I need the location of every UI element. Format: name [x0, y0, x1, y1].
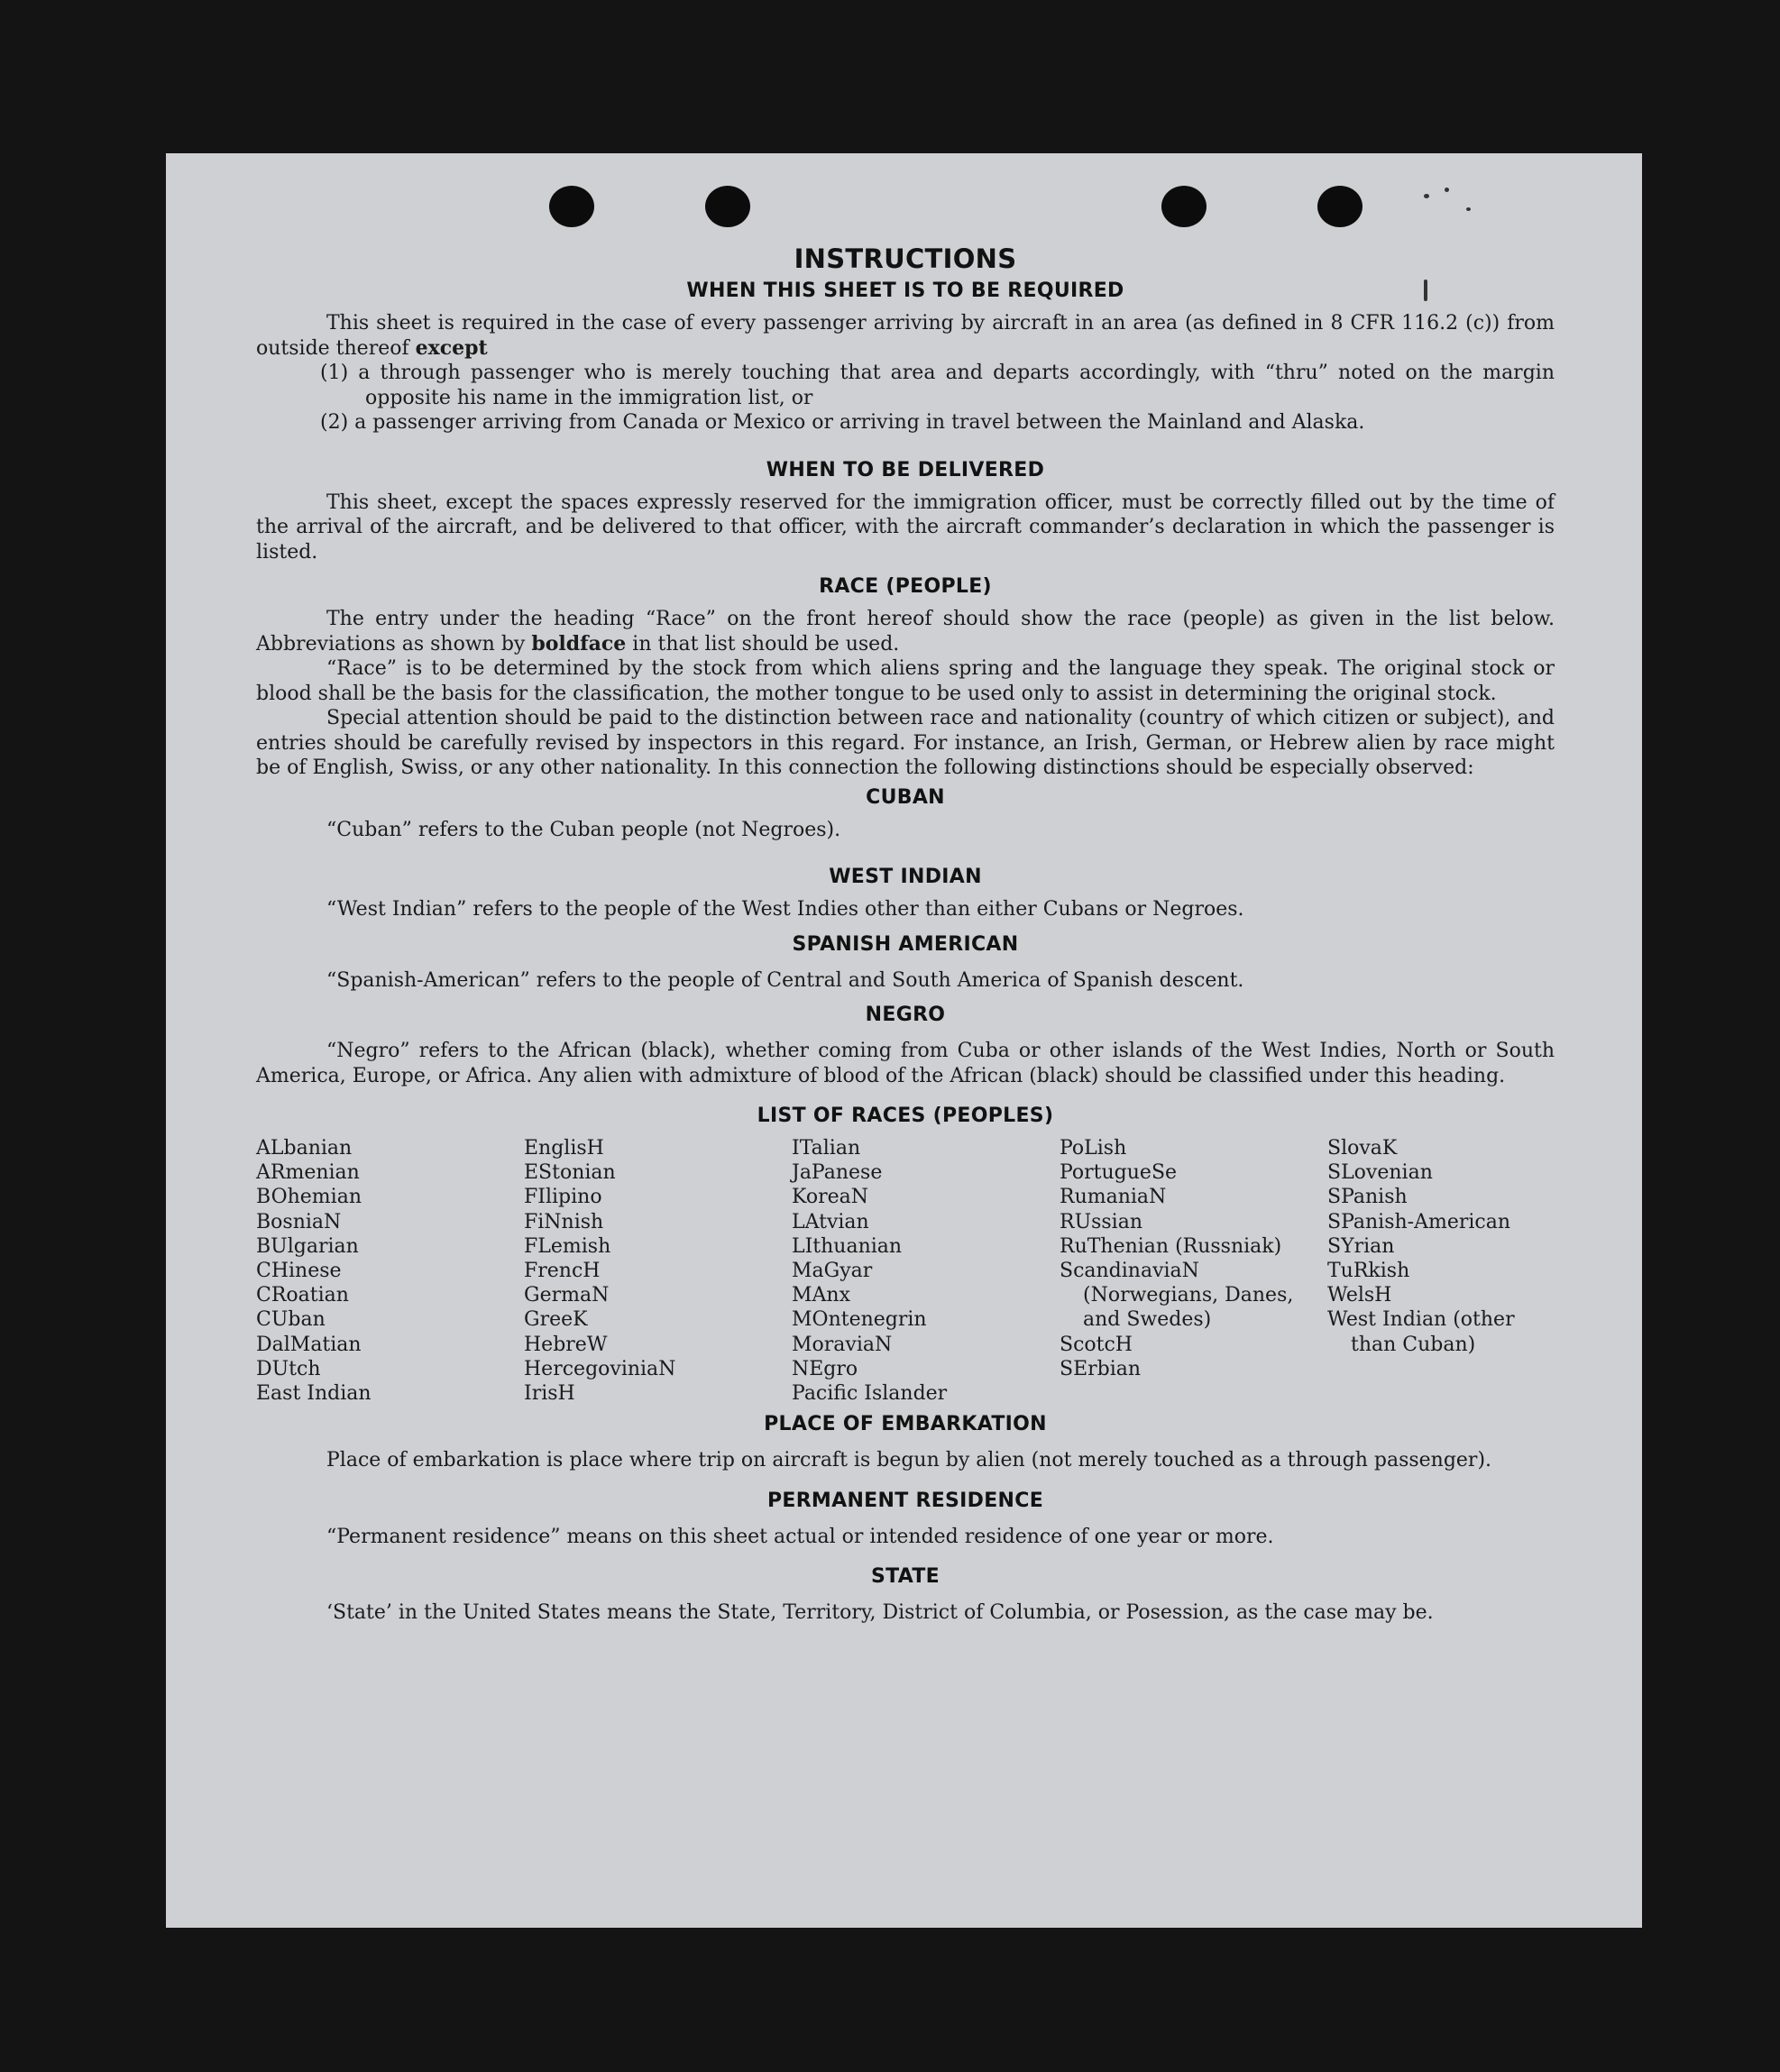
- race-item: MaGyar: [792, 1260, 873, 1283]
- exception-1: (1) a through passenger who is merely touching that area and departs accordingly, with “thru” noted on the margin opposite his name in the immigration list, or: [320, 362, 1555, 409]
- west-indian-paragraph: “West Indian” refers to the people of the West Indies other than either Cubans or Negroes.: [326, 898, 1244, 921]
- race-item: SPanish-American: [1327, 1210, 1511, 1233]
- race-p1-text-b: in that list should be used.: [632, 632, 900, 656]
- embarkation-paragraph: Place of embarkation is place where trip on aircraft is begun by alien (not merely touched as a through passenger).: [326, 1449, 1492, 1472]
- ink-smudge: [1424, 194, 1429, 198]
- race-item: DUtch: [256, 1357, 321, 1380]
- race-item: LIthuanian: [792, 1234, 903, 1258]
- race-item: ScandinaviaN (Norwegians, Danes, and Swedes): [1060, 1260, 1294, 1332]
- race-item: TuRkish: [1327, 1260, 1410, 1283]
- race-item: ScotcH: [1060, 1333, 1133, 1356]
- race-item: SLovenian: [1327, 1161, 1433, 1185]
- section-heading-cuban: CUBAN: [866, 785, 945, 809]
- race-item: WelsH: [1327, 1284, 1392, 1307]
- race-item: HercegoviniaN: [524, 1357, 676, 1380]
- page-title: INSTRUCTIONS: [794, 243, 1017, 274]
- races-list: [256, 1136, 1555, 1406]
- race-item: SYrian: [1327, 1234, 1395, 1258]
- race-item: ALbanian: [256, 1137, 353, 1160]
- race-item: RumaniaN: [1060, 1186, 1167, 1209]
- race-item: PortugueSe: [1060, 1161, 1178, 1185]
- race-item: ARmenian: [256, 1161, 360, 1185]
- section-heading-residence: PERMANENT RESIDENCE: [766, 1489, 1044, 1512]
- race-item: MoraviaN: [792, 1333, 893, 1356]
- section-heading-delivered: WHEN TO BE DELIVERED: [766, 458, 1045, 481]
- race-item: SErbian: [1060, 1357, 1142, 1380]
- race-item: BosniaN: [256, 1210, 342, 1233]
- residence-paragraph: “Permanent residence” means on this sheet actual or intended residence of one year or more.: [326, 1525, 1274, 1548]
- race-item: JaPanese: [792, 1161, 883, 1185]
- races-column: [256, 1136, 524, 1406]
- race-item: MOntenegrin: [792, 1308, 927, 1332]
- section-heading-state: STATE: [871, 1565, 940, 1589]
- cuban-paragraph: “Cuban” refers to the Cuban people (not Negroes).: [326, 818, 841, 841]
- race-item: CRoatian: [256, 1284, 349, 1307]
- race-item: Pacific Islander: [792, 1382, 948, 1406]
- race-item: SlovaK: [1327, 1137, 1398, 1160]
- race-item: RUssian: [1060, 1210, 1143, 1233]
- race-item: HebreW: [524, 1333, 608, 1356]
- race-item: LAtvian: [792, 1210, 869, 1233]
- race-item: FrencH: [524, 1260, 601, 1283]
- state-paragraph: ‘State’ in the United States means the State, Territory, District of Columbia, or Posession, as the case may be.: [326, 1601, 1434, 1625]
- race-item: CHinese: [256, 1260, 342, 1283]
- race-item: FLemish: [524, 1234, 611, 1258]
- ink-smudge: [1466, 207, 1471, 211]
- section-heading-race: RACE (PEOPLE): [819, 575, 992, 598]
- exception-2: (2) a passenger arriving from Canada or Mexico or arriving in travel between the Mainland and Alaska.: [320, 411, 1365, 434]
- section-heading-negro: NEGRO: [865, 1004, 946, 1026]
- delivered-paragraph: This sheet, except the spaces expressly reserved for the immigration officer, must be correctly filled out by the time of the arrival of the aircraft, and be delivered to that officer, with the aircraft commander’s declaration in which the passenger is listed.: [256, 490, 1555, 564]
- race-paragraph-3: Special attention should be paid to the distinction between race and nationality (country of which citizen or subject), and entries should be carefully revised by inspectors in this regard. For instance, an Irish, German, or Hebrew alien by race might be of English, Swiss, or any other nationality. In this connection the following distinctions should be especially observed:: [256, 707, 1555, 779]
- race-item: GreeK: [524, 1308, 588, 1332]
- race-item: ITalian: [792, 1137, 861, 1160]
- race-item: MAnx: [792, 1284, 850, 1307]
- race-item: RuThenian (Russniak): [1060, 1234, 1282, 1258]
- negro-paragraph: “Negro” refers to the African (black), whether coming from Cuba or other islands of the West Indies, North or South America, Europe, or Africa. Any alien with admixture of blood of the African (black) should be classified under this heading.: [256, 1040, 1555, 1087]
- spanish-american-paragraph: “Spanish-American” refers to the people of Central and South America of Spanish descent.: [326, 968, 1244, 992]
- ink-smudge: [1445, 188, 1449, 192]
- race-item: SPanish: [1327, 1186, 1408, 1209]
- punch-hole: [1161, 186, 1207, 227]
- race-item: East Indian: [256, 1382, 372, 1406]
- punch-hole: [1317, 186, 1363, 227]
- section-heading-required: WHEN THIS SHEET IS TO BE REQUIRED: [686, 280, 1124, 302]
- races-column: [1060, 1136, 1327, 1406]
- races-column: [524, 1136, 792, 1406]
- section-heading-list-of-races: LIST OF RACES (PEOPLES): [757, 1105, 1054, 1127]
- boldface-word: boldface: [531, 631, 627, 656]
- punch-hole: [705, 186, 750, 227]
- race-item: FIlipino: [524, 1186, 602, 1209]
- race-item: BOhemian: [256, 1186, 362, 1209]
- ink-smudge: [1424, 280, 1427, 301]
- required-intro-text: This sheet is required in the case of every passenger arriving by aircraft in an area (as defined in 8 CFR 116.2 (c)) from outside thereof: [256, 312, 1555, 360]
- race-item: FiNnish: [524, 1210, 604, 1233]
- race-p1-text-a: The entry under the heading “Race” on the front hereof should show the race (people) as given in the list below. Abbreviations as shown by: [256, 608, 1555, 656]
- section-heading-embarkation: PLACE OF EMBARKATION: [764, 1413, 1047, 1436]
- race-item: KoreaN: [792, 1186, 868, 1209]
- race-item: CUban: [256, 1308, 326, 1332]
- section-heading-west-indian: WEST INDIAN: [829, 866, 982, 888]
- race-item: IrisH: [524, 1382, 575, 1406]
- except-keyword: except: [415, 335, 488, 360]
- races-column: [792, 1136, 1060, 1406]
- punch-hole: [549, 186, 594, 227]
- required-paragraph: [256, 311, 1555, 361]
- race-paragraph-2: “Race” is to be determined by the stock from which aliens spring and the language they speak. The original stock or blood shall be the basis for the classification, the mother tongue to be used only to assist in determining the original stock.: [256, 657, 1555, 705]
- races-column: [1327, 1136, 1562, 1406]
- instruction-sheet: [166, 153, 1642, 1928]
- race-item: EnglisH: [524, 1137, 604, 1160]
- race-paragraph-1: [256, 607, 1555, 656]
- race-item: BUlgarian: [256, 1234, 359, 1258]
- race-item: DalMatian: [256, 1333, 362, 1356]
- race-item: PoLish: [1060, 1137, 1127, 1160]
- section-heading-spanish-american: SPANISH AMERICAN: [792, 932, 1019, 956]
- race-item: GermaN: [524, 1284, 610, 1307]
- race-item: NEgro: [792, 1357, 858, 1380]
- race-item: West Indian (other than Cuban): [1327, 1308, 1515, 1356]
- race-item: EStonian: [524, 1161, 616, 1185]
